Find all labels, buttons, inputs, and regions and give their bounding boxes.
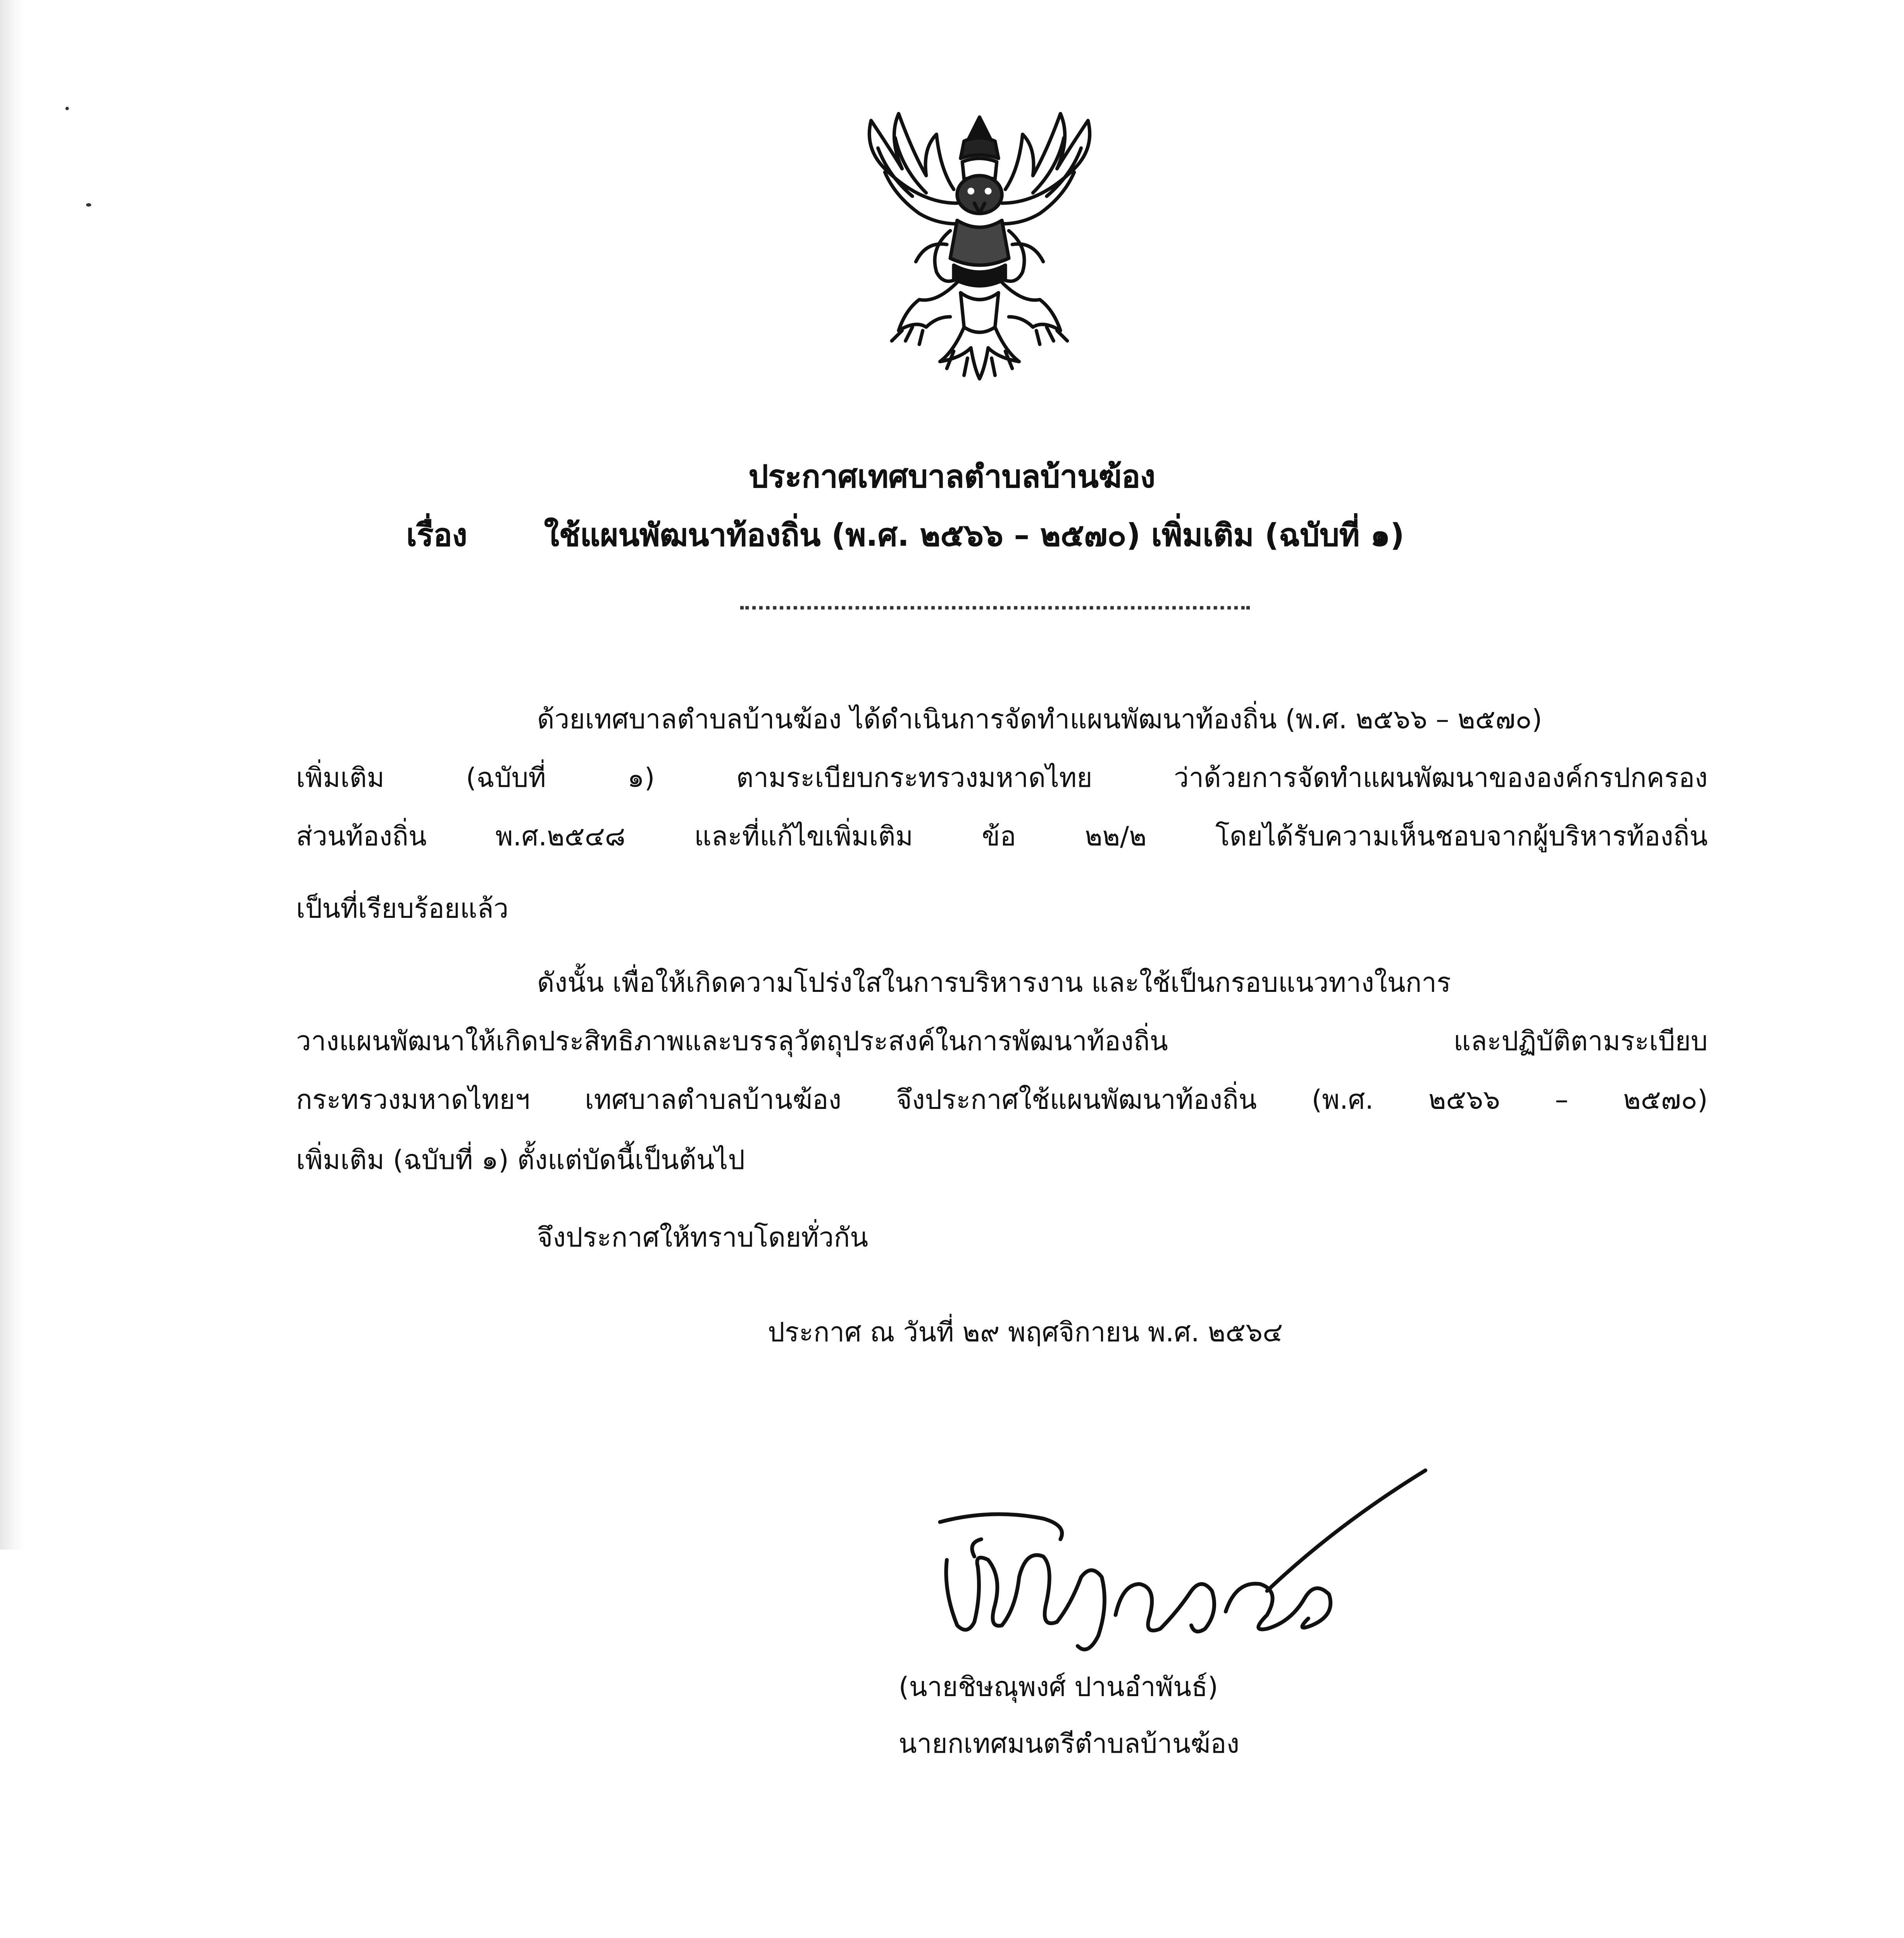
paragraph-1-line-4: เป็นที่เรียบร้อยแล้ว <box>296 893 509 925</box>
paragraph-2-line-4: เพิ่มเติม (ฉบับที่ ๑) ตั้งแต่บัดนี้เป็นต้นไป <box>296 1145 745 1176</box>
garuda-emblem-icon <box>850 100 1108 389</box>
subject-label: เรื่อง <box>406 518 467 555</box>
subject-line <box>406 510 1404 560</box>
handwritten-signature-icon <box>923 1457 1439 1663</box>
closing-statement: จึงประกาศให้ทราบโดยทั่วกัน <box>537 1222 868 1253</box>
scan-speck <box>86 203 91 207</box>
announcement-date: ประกาศ ณ วันที่ ๒๙ พฤศจิกายน พ.ศ. ๒๕๖๔ <box>768 1317 1283 1348</box>
subject-text: ใช้แผนพัฒนาท้องถิ่น (พ.ศ. ๒๕๖๖ – ๒๕๗๐) เพิ่มเติม (ฉบับที่ ๑) <box>544 518 1404 555</box>
paragraph-2-line-2: วางแผนพัฒนาให้เกิดประสิทธิภาพและบรรลุวัตถุประสงค์ในการพัฒนาท้องถิ่น และปฏิบัติตามระเบียบ <box>296 1026 1708 1057</box>
announcement-title: ประกาศเทศบาลตำบลบ้านฆ้อง <box>748 460 1156 496</box>
signatory-position: นายกเทศมนตรีตำบลบ้านฆ้อง <box>898 1728 1240 1760</box>
signatory-name: (นายชิษณุพงศ์ ปานอำพันธ์) <box>898 1672 1218 1703</box>
scan-edge-shadow <box>0 0 24 1550</box>
paragraph-1-line-1: ด้วยเทศบาลตำบลบ้านฆ้อง ได้ดำเนินการจัดทำแผนพัฒนาท้องถิ่น (พ.ศ. ๒๕๖๖ – ๒๕๗๐) <box>537 704 1542 735</box>
paragraph-1-line-2: เพิ่มเติม (ฉบับที่ ๑) ตามระเบียบกระทรวงมหาดไทย ว่าด้วยการจัดทำแผนพัฒนาขององค์กรปกครอง <box>296 762 1708 794</box>
paragraph-2-line-3: กระทรวงมหาดไทยฯ เทศบาลตำบลบ้านฆ้อง จึงประกาศใช้แผนพัฒนาท้องถิ่น (พ.ศ. ๒๕๖๖ – ๒๕๗๐) <box>296 1085 1708 1116</box>
scan-speck <box>65 107 69 110</box>
paragraph-2-line-1: ดังนั้น เพื่อให้เกิดความโปร่งใสในการบริหารงาน และใช้เป็นกรอบแนวทางในการ <box>537 967 1451 999</box>
paragraph-1-line-3: ส่วนท้องถิ่น พ.ศ.๒๕๔๘ และที่แก้ไขเพิ่มเติม ข้อ ๒๒/๒ โดยได้รับความเห็นชอบจากผู้บริหารท้องถิ่น <box>296 821 1708 852</box>
dotted-divider <box>740 606 1250 610</box>
